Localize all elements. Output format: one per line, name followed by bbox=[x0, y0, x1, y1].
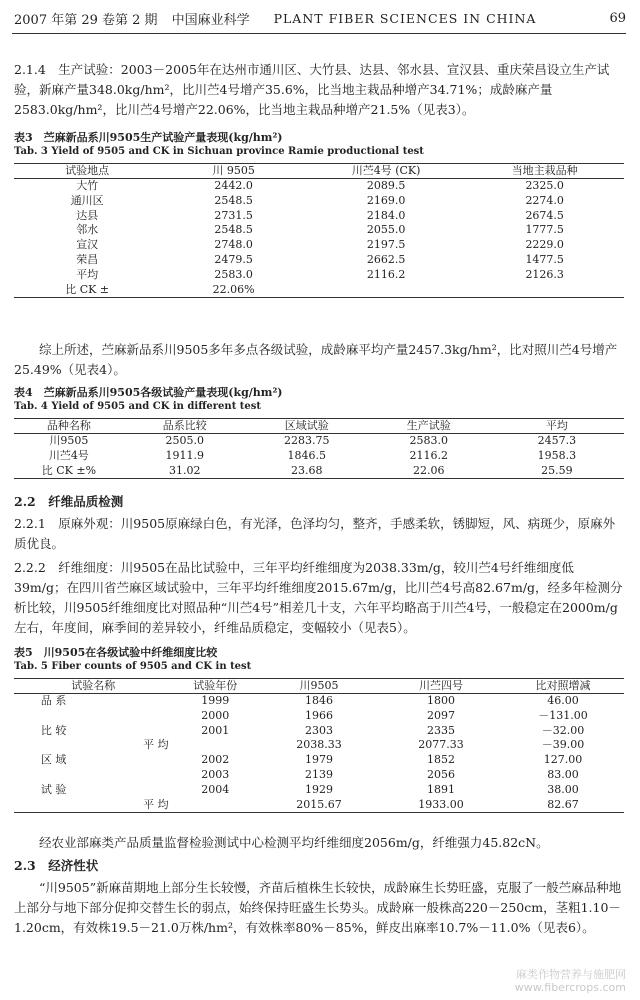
table-cell: 川9505 bbox=[49, 434, 89, 447]
table-row bbox=[14, 253, 624, 268]
watermark-line-url: www.fibercrops.com bbox=[514, 981, 626, 994]
table-cell bbox=[307, 283, 466, 298]
table-cell bbox=[14, 798, 93, 813]
table-row bbox=[14, 768, 624, 783]
table-cell: 2583.0 bbox=[214, 267, 253, 281]
table4-caption bbox=[14, 385, 624, 413]
table-cell: 邻水 bbox=[76, 223, 99, 237]
table-cell: 宣汉 bbox=[76, 238, 99, 252]
table-cell: 2505.0 bbox=[165, 434, 205, 447]
table3-header: 川 9505 bbox=[160, 164, 306, 179]
table-cell: 2479.5 bbox=[214, 252, 253, 266]
table-cell: 25.59 bbox=[541, 463, 573, 477]
table-cell: 2335 bbox=[426, 723, 455, 737]
table-cell bbox=[465, 283, 624, 298]
paragraph-summary: 综上所述，苎麻新品系川9505多年多点各级试验，成龄麻平均产量2457.3kg/hm²，比对照川苎4号增产25.49%（见表4）。 bbox=[14, 342, 618, 377]
table-cell: 平 均 bbox=[143, 738, 169, 752]
table-cell: 1999 bbox=[201, 694, 230, 707]
table4-header: 平均 bbox=[490, 419, 624, 434]
table-cell: 83.00 bbox=[547, 767, 579, 781]
table-cell: 通川区 bbox=[70, 193, 104, 207]
table-cell: －32.00 bbox=[541, 723, 585, 737]
table-cell: 2748.0 bbox=[214, 238, 253, 252]
table-row bbox=[14, 449, 624, 464]
table-3 bbox=[14, 163, 624, 298]
issue-label: 2007 年第 29 卷第 2 期 bbox=[14, 12, 158, 28]
paragraph-2-2-2: 2.2.2 纤维细度：川9505在品比试验中，三年平均纤维细度为2038.33m/g，较川苎4号纤维细度低39m/g；在四川省苎麻区域试验中，三年平均纤维细度2015.67m/g，比川苎4号高82.67m/g，经多年检测分析比较，川9505纤维细度比对照品种“川苎4号”相差几十支，六年平均略高于川苎4号，一般稳定在2000m/g左右，年度间，麻季间的差异较小，纤维品质稳定，变幅较小（见表5）。 bbox=[14, 560, 623, 635]
table-row bbox=[14, 783, 624, 798]
table-cell: 1979 bbox=[304, 753, 333, 767]
table-cell: 2015.67 bbox=[296, 797, 342, 811]
table-cell: 比 CK ±% bbox=[41, 463, 97, 477]
table-row bbox=[14, 223, 624, 238]
table-cell bbox=[173, 738, 258, 753]
table5-header: 川苎四号 bbox=[380, 679, 502, 694]
table-row bbox=[14, 194, 624, 209]
table-4 bbox=[14, 418, 624, 479]
table5-header: 试验年份 bbox=[173, 679, 258, 694]
table-cell: 127.00 bbox=[543, 753, 583, 767]
table-cell bbox=[93, 724, 172, 739]
table-cell: 品 系 bbox=[40, 694, 67, 707]
paragraph-ministry-test: 经农业部麻类产品质量监督检验测试中心检测平均纤维细度2056m/g，纤维强力45.82cN。 bbox=[39, 835, 549, 850]
section-heading-2-3: 2.3 经济性状 bbox=[14, 858, 99, 873]
table-cell bbox=[14, 768, 93, 783]
table3-caption-en: Tab. 3 Yield of 9505 and CK in Sichuan province Ramie productional test bbox=[14, 146, 424, 157]
table-cell: 1846 bbox=[304, 694, 333, 707]
table-cell: 2002 bbox=[201, 753, 230, 767]
table3-caption bbox=[14, 130, 624, 158]
table-cell bbox=[173, 798, 258, 813]
table4-caption-en: Tab. 4 Yield of 9505 and CK in different test bbox=[14, 401, 262, 412]
page-number: 69 bbox=[609, 10, 626, 26]
table-cell: 2116.2 bbox=[409, 448, 449, 462]
paragraph-2-3: “川9505”新麻苗期地上部分生长较慢，齐苗后植株生长较快，成龄麻生长势旺盛，克服了一般苎麻品种地上部分与地下部分促抑交替生长的弱点，始终保持旺盛生长势头。成龄麻一般株高220－250cm，茎粗1.10－1.20cm，有效株19.5－21.0万株/hm²，有效株率80%－85%，鲜皮出麻率10.7%－11.0%（见表6）。 bbox=[14, 880, 622, 935]
table-cell: 2229.0 bbox=[525, 238, 564, 252]
table-row bbox=[14, 209, 624, 224]
table-cell: 2325.0 bbox=[525, 179, 564, 192]
table-cell: 2126.3 bbox=[525, 267, 564, 281]
table-cell: 1966 bbox=[304, 708, 333, 722]
table-cell: 川苎4号 bbox=[48, 448, 89, 462]
table-cell bbox=[93, 753, 172, 768]
table4-header: 品系比较 bbox=[124, 419, 246, 434]
table-cell: 2274.0 bbox=[525, 193, 564, 207]
table-row bbox=[14, 179, 624, 194]
table-cell: 比 CK ± bbox=[65, 282, 110, 296]
table-cell: 2055.0 bbox=[366, 223, 406, 237]
table3-caption-cn: 表3 苎麻新品系川9505生产试验产量表现(kg/hm²) bbox=[14, 131, 283, 144]
table-cell: 荣昌 bbox=[76, 252, 99, 266]
table3-header: 试验地点 bbox=[14, 164, 160, 179]
table-cell: 2004 bbox=[201, 782, 230, 796]
table-cell: 试 验 bbox=[40, 782, 67, 796]
table5-caption-cn: 表5 川9505在各级试验中纤维细度比较 bbox=[14, 646, 218, 659]
table-cell: 1929 bbox=[304, 782, 333, 796]
journal-title-cn: 中国麻业科学 bbox=[171, 12, 250, 28]
table-cell bbox=[14, 709, 93, 724]
table-row bbox=[14, 434, 624, 449]
table-cell: 22.06% bbox=[212, 282, 255, 296]
table-cell: 46.00 bbox=[547, 694, 579, 707]
table-cell: 2089.5 bbox=[366, 179, 406, 192]
table-cell: 1777.5 bbox=[525, 223, 564, 237]
table-cell: 1852 bbox=[426, 753, 455, 767]
table-cell: 1891 bbox=[426, 782, 455, 796]
table-cell: 23.68 bbox=[291, 463, 323, 477]
table-cell: －39.00 bbox=[541, 738, 585, 752]
table-cell: 2169.0 bbox=[366, 193, 406, 207]
table-cell bbox=[93, 694, 172, 709]
header-rule bbox=[12, 33, 626, 34]
table-cell: 82.67 bbox=[547, 797, 579, 811]
paragraph-2-2-1: 2.2.1 原麻外观：川9505原麻绿白色，有光泽，色泽均匀，整齐，手感柔软，锈脚短，风、病斑少，原麻外质优良。 bbox=[14, 516, 616, 551]
table-row bbox=[14, 724, 624, 739]
section-heading-2-2: 2.2 纤维品质检测 bbox=[14, 494, 124, 509]
table-cell: 2038.33 bbox=[296, 738, 342, 752]
table-cell: 达县 bbox=[76, 208, 99, 222]
table-cell: 大竹 bbox=[76, 179, 99, 192]
table4-header: 区域试验 bbox=[246, 419, 368, 434]
table-cell bbox=[14, 738, 93, 753]
table-cell: 2548.5 bbox=[214, 193, 253, 207]
table-cell: 38.00 bbox=[547, 782, 579, 796]
table3-header: 当地主栽品种 bbox=[465, 164, 624, 179]
table-cell: 2662.5 bbox=[366, 252, 406, 266]
paragraph-2-1-4: 2.1.4 生产试验：2003－2005年在达州市通川区、大竹县、达县、邻水县、宣汉县、重庆荣昌设立生产试验，新麻产量348.0kg/hm²，比川苎4号增产35.6%，比当地主栽品种增产34.71%；成龄麻产量2583.0kg/hm²，比川苎4号增产22.06%，比当地主栽品种增产21.5%（见表3）。 bbox=[14, 62, 610, 117]
table-cell: 2184.0 bbox=[366, 208, 406, 222]
table-cell: 2283.75 bbox=[284, 434, 330, 447]
table-cell: 平均 bbox=[76, 267, 99, 281]
table-cell: 1477.5 bbox=[525, 252, 564, 266]
table4-header: 生产试验 bbox=[368, 419, 490, 434]
table-cell bbox=[93, 709, 172, 724]
table-row bbox=[14, 694, 624, 709]
table-cell: 比 较 bbox=[40, 723, 67, 737]
table-row bbox=[14, 283, 624, 298]
table5-caption-en: Tab. 5 Fiber counts of 9505 and CK in test bbox=[14, 661, 252, 672]
table-cell: 2116.2 bbox=[366, 267, 406, 281]
table5-header: 比对照增减 bbox=[502, 679, 624, 694]
table-cell: 2097 bbox=[426, 708, 455, 722]
table-row bbox=[14, 464, 624, 479]
table-cell: 2001 bbox=[201, 723, 230, 737]
table-cell: 2077.33 bbox=[418, 738, 464, 752]
table-cell: 1846.5 bbox=[287, 448, 327, 462]
table-cell: 2442.0 bbox=[214, 179, 253, 192]
table-cell: 1800 bbox=[426, 694, 455, 707]
table-row bbox=[14, 738, 624, 753]
table-cell: 区 域 bbox=[40, 753, 67, 767]
table5-caption bbox=[14, 645, 624, 673]
table-cell: 2583.0 bbox=[409, 434, 449, 447]
table-cell: －131.00 bbox=[538, 708, 588, 722]
table-cell: 2303 bbox=[304, 723, 333, 737]
table-cell: 2548.5 bbox=[214, 223, 253, 237]
table-row bbox=[14, 268, 624, 283]
table-cell: 2197.5 bbox=[366, 238, 406, 252]
table-cell: 2139 bbox=[304, 767, 333, 781]
running-header bbox=[14, 4, 626, 32]
journal-title-en: PLANT FIBER SCIENCES IN CHINA bbox=[273, 10, 537, 26]
table-5 bbox=[14, 678, 624, 813]
table-cell: 2674.5 bbox=[525, 208, 564, 222]
table-cell bbox=[93, 783, 172, 798]
table-cell: 31.02 bbox=[169, 463, 201, 477]
table-cell: 2731.5 bbox=[214, 208, 253, 222]
table-cell: 1958.3 bbox=[537, 448, 577, 462]
table5-header: 试验名称 bbox=[14, 679, 173, 694]
table4-caption-cn: 表4 苎麻新品系川9505各级试验产量表现(kg/hm²) bbox=[14, 386, 283, 399]
site-watermark bbox=[515, 968, 626, 994]
table-cell: 22.06 bbox=[413, 463, 445, 477]
table-cell: 1933.00 bbox=[418, 797, 464, 811]
table-row bbox=[14, 238, 624, 253]
table-cell: 2000 bbox=[201, 708, 230, 722]
table5-header: 川9505 bbox=[258, 679, 380, 694]
table-row bbox=[14, 709, 624, 724]
table-cell: 2003 bbox=[201, 767, 230, 781]
table-row bbox=[14, 798, 624, 813]
table-cell: 2457.3 bbox=[537, 434, 577, 447]
table-row bbox=[14, 753, 624, 768]
table-cell: 1911.9 bbox=[165, 448, 205, 462]
table4-header: 品种名称 bbox=[14, 419, 124, 434]
watermark-line-cn: 麻类作物营养与施肥网 bbox=[516, 968, 626, 981]
table3-header: 川苎4号 (CK) bbox=[307, 164, 466, 179]
table-cell: 平 均 bbox=[143, 797, 169, 811]
table-cell: 2056 bbox=[426, 767, 455, 781]
table-cell bbox=[93, 768, 172, 783]
